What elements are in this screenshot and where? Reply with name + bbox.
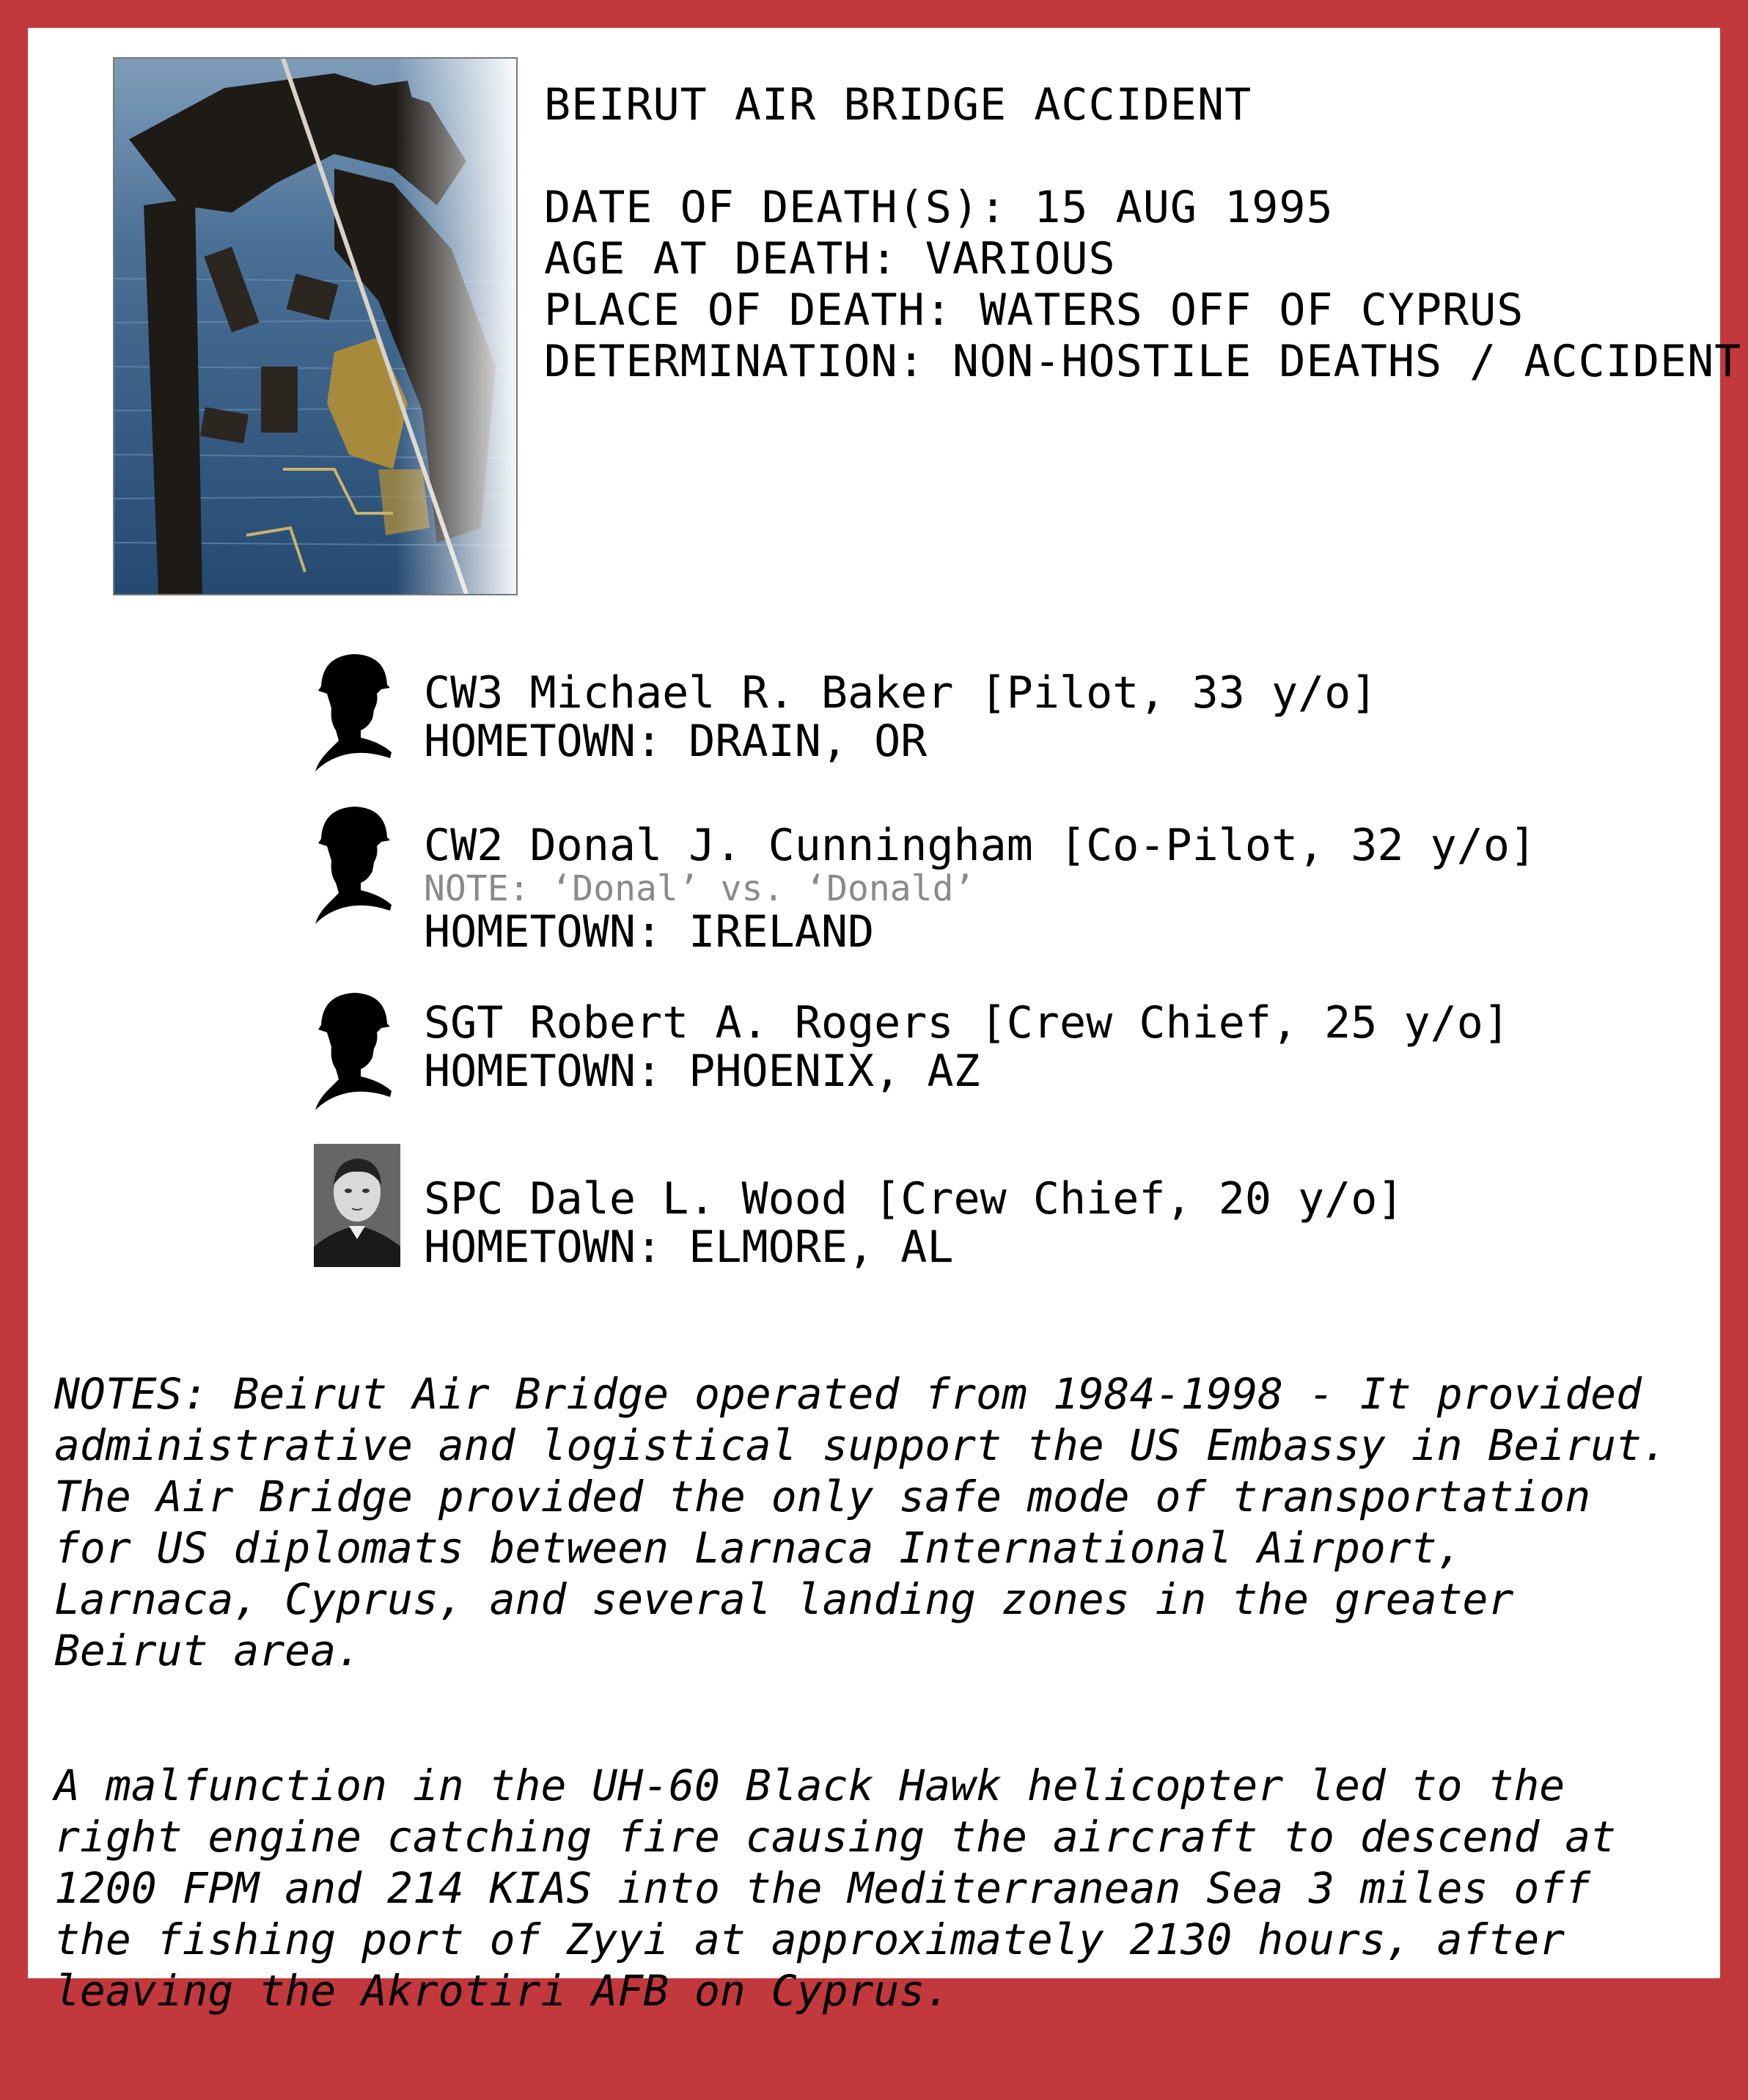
notes-paragraph-history: NOTES: Beirut Air Bridge operated from 1984-1998 - It provided administrative and logistical support the US Embassy in Beirut. The Air Bridge provided the only safe mode of transportation for US diplomats between Larnaca International Airport, Larnaca, Cyprus, and several landing zones in the greater Beirut area. bbox=[54, 1369, 1667, 1675]
helicopter-wreckage-image bbox=[114, 59, 516, 594]
crew-name-rank: SGT Robert A. Rogers [Crew Chief, 25 y/o] bbox=[424, 997, 1510, 1049]
crew-name-rank: CW2 Donal J. Cunningham [Co-Pilot, 32 y/o] bbox=[424, 820, 1537, 871]
incident-title: BEIRUT AIR BRIDGE ACCIDENT bbox=[544, 79, 1252, 131]
crew-name-rank: SPC Dale L. Wood [Crew Chief, 20 y/o] bbox=[424, 1173, 1404, 1225]
crew-hometown: HOMETOWN: IRELAND bbox=[424, 906, 875, 958]
incident-header bbox=[544, 79, 1741, 387]
soldier-silhouette-icon bbox=[314, 651, 394, 773]
crew-name-note: NOTE: ‘Donal’ vs. ‘Donald’ bbox=[424, 868, 975, 909]
crew-hometown: HOMETOWN: PHOENIX, AZ bbox=[424, 1046, 980, 1097]
age-at-death: AGE AT DEATH: VARIOUS bbox=[544, 233, 1116, 284]
soldier-silhouette-icon bbox=[314, 990, 394, 1112]
wreckage-photo bbox=[113, 57, 518, 595]
determination: DETERMINATION: NON-HOSTILE DEATHS / ACCIDENT bbox=[544, 336, 1742, 387]
place-of-death: PLACE OF DEATH: WATERS OFF OF CYPRUS bbox=[544, 284, 1524, 336]
date-of-death: DATE OF DEATH(S): 15 AUG 1995 bbox=[544, 182, 1334, 233]
memorial-card bbox=[28, 28, 1742, 2016]
notes-paragraph-incident: A malfunction in the UH-60 Black Hawk helicopter led to the right engine catching fire causing the aircraft to descend at 1200 FPM and 214 KIAS into the Mediterranean Sea 3 miles off the fishing port of Zyyi at approximately 2130 hours, after leaving the Akrotiri AFB on Cyprus. bbox=[54, 1761, 1617, 2016]
notes-section bbox=[54, 1317, 1719, 2100]
portrait-photo bbox=[314, 1144, 400, 1267]
soldier-silhouette-icon bbox=[314, 804, 394, 925]
crew-hometown: HOMETOWN: DRAIN, OR bbox=[424, 716, 928, 767]
crew-name-rank: CW3 Michael R. Baker [Pilot, 33 y/o] bbox=[424, 667, 1378, 719]
crew-hometown: HOMETOWN: ELMORE, AL bbox=[424, 1222, 954, 1273]
